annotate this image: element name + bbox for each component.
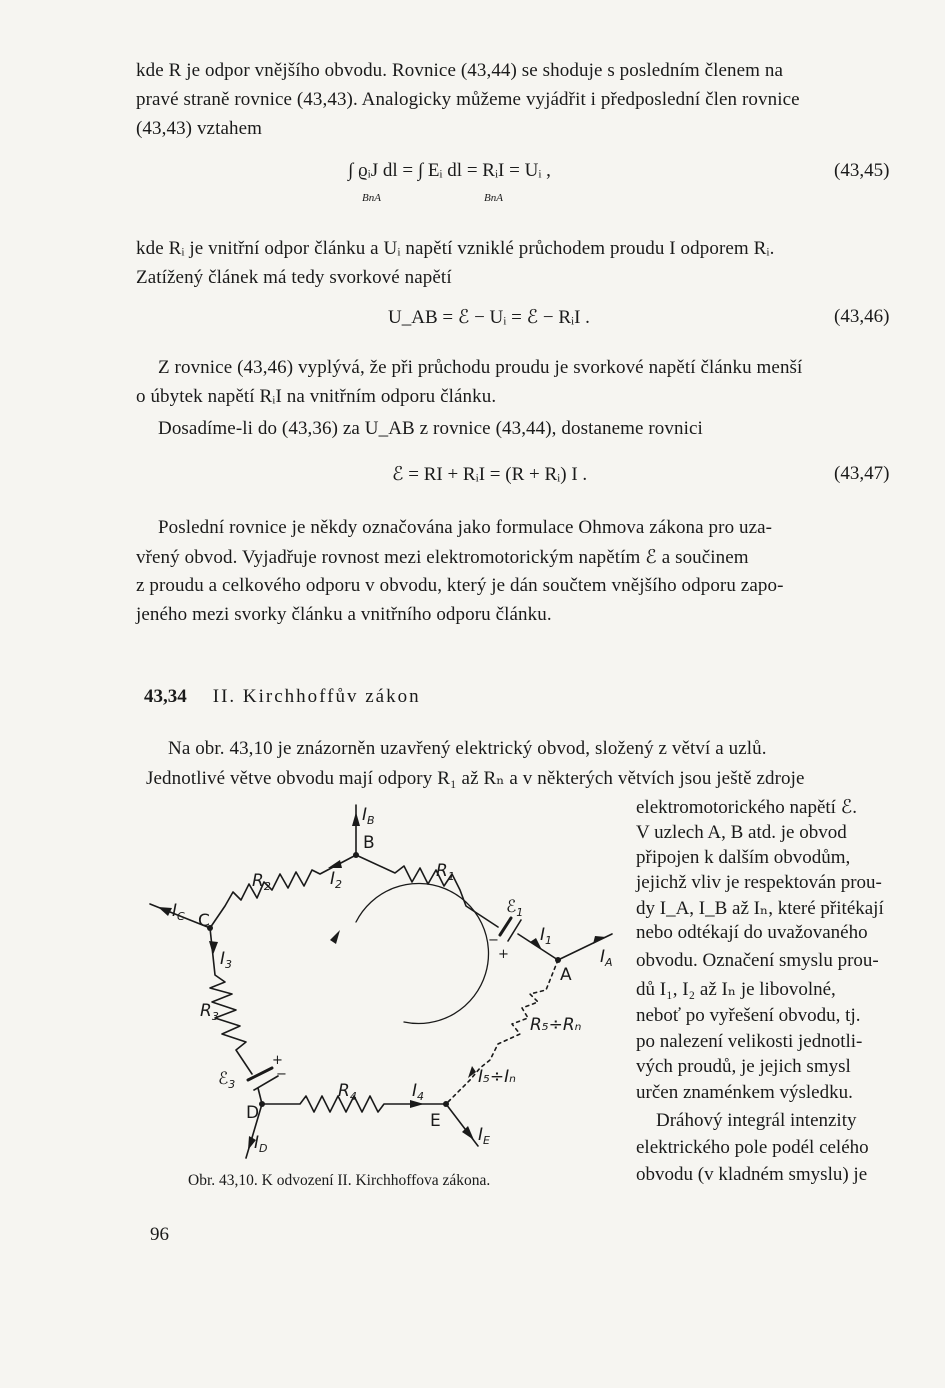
side-text-line: určen znaménkem výsledku.	[636, 1082, 853, 1103]
minus-E3: −	[276, 1067, 287, 1082]
side-text-line: připojen k dalším obvodům,	[636, 847, 851, 868]
body-line: pravé straně rovnice (43,43). Analogicky můžeme vyjádřit i předposlední člen rovnice	[136, 89, 800, 110]
side-text-line: obvodu. Označení smyslu prou-	[636, 950, 879, 971]
figure-caption: Obr. 43,10. K odvození II. Kirchhoffova zákona.	[188, 1172, 491, 1189]
page-number: 96	[150, 1224, 169, 1245]
body-line: o úbytek napětí RᵢI na vnitřním odporu článku.	[136, 386, 497, 407]
equation-43-47: ℰ = RI + RᵢI = (R + Rᵢ) I .	[392, 464, 588, 485]
side-text-line: po nalezení velikosti jednotli-	[636, 1031, 863, 1052]
label-R1: $R_1$	[436, 861, 455, 883]
label-IC: $I_C$	[172, 901, 185, 923]
body-line: z proudu a celkového odporu v obvodu, který je dán součtem vnějšího odporu zapo-	[136, 575, 784, 596]
section-number: 43,34	[144, 686, 187, 707]
side-text-line: V uzlech A, B atd. je obvod	[636, 822, 847, 843]
circulation-arc	[356, 884, 489, 1024]
side-text-line: dů I₁, I₂ až Iₙ je libovolné,	[636, 979, 836, 1000]
label-R4: $R_4$	[338, 1081, 357, 1103]
label-E3: ℰ$_3$	[218, 1069, 236, 1091]
node-E: E	[430, 1111, 441, 1131]
side-text-line: neboť po vyřešení obvodu, tj.	[636, 1005, 861, 1026]
body-line: vřený obvod. Vyjadřuje rovnost mezi elektromotorickým napětím ℰ a součinem	[136, 547, 749, 568]
body-line: jeného mezi svorky článku a vnitřního odporu článku.	[136, 604, 552, 625]
equation-43-45: ∫ ϱᵢJ dl = ∫ Eᵢ dl = RᵢI = Uᵢ ,	[348, 160, 551, 181]
body-line: kde R je odpor vnějšího obvodu. Rovnice (43,44) se shoduje s posledním členem na	[136, 60, 784, 81]
node-B: B	[363, 833, 375, 853]
label-R5Rn: R₅÷Rₙ	[530, 1015, 582, 1035]
equation-number: (43,46)	[834, 306, 890, 327]
plus-E3: +	[272, 1053, 283, 1068]
label-I5In: I₅÷Iₙ	[478, 1067, 516, 1087]
branch-C-D	[210, 928, 252, 1074]
side-text-line: jejichž vliv je respektován prou-	[636, 872, 882, 893]
node-D: D	[246, 1103, 260, 1123]
side-text-line: vých proudů, je jejich smysl	[636, 1056, 851, 1077]
equation-43-46: U_AB = ℰ − Uᵢ = ℰ − RᵢI .	[388, 307, 590, 328]
integral-limit: BnA	[484, 192, 503, 204]
label-E1: ℰ$_1$	[506, 897, 524, 919]
label-I3: $I_3$	[220, 949, 233, 971]
section-title: II. Kirchhoffův zákon	[212, 686, 421, 707]
side-text-line: nebo odtékají do uvažovaného	[636, 922, 868, 943]
side-text-line: dy I_A, I_B až Iₙ, které přitékají	[636, 898, 884, 919]
label-ID: $I_D$	[254, 1133, 268, 1155]
side-text-line: Dráhový integrál intenzity	[656, 1110, 857, 1131]
label-IB: $I_B$	[362, 805, 375, 827]
label-IE: $I_E$	[478, 1125, 490, 1147]
body-line: Dosadíme-li do (43,36) za U_AB z rovnice (43,44), dostaneme rovnici	[158, 418, 703, 439]
label-IA: $I_A$	[600, 947, 613, 969]
plus-E1: +	[498, 947, 509, 962]
body-line: Poslední rovnice je někdy označována jako formulace Ohmova zákona pro uza-	[158, 517, 773, 538]
label-R2: $R_2$	[252, 871, 271, 893]
integral-limit: BnA	[362, 192, 381, 204]
body-line: Zatížený článek má tedy svorkové napětí	[136, 267, 452, 288]
side-text-line: elektromotorického napětí ℰ.	[636, 797, 857, 818]
body-line: (43,43) vztahem	[136, 118, 263, 139]
node-C: C	[198, 911, 210, 931]
equation-number: (43,47)	[834, 463, 890, 484]
label-I4: $I_4$	[412, 1081, 425, 1103]
label-I1: $I_1$	[540, 925, 553, 947]
minus-E1: −	[488, 933, 499, 948]
label-I2: $I_2$	[330, 869, 343, 891]
body-line: Z rovnice (43,46) vyplývá, že při průchodu proudu je svorkové napětí článku menší	[158, 357, 803, 378]
body-line: Jednotlivé větve obvodu mají odpory R₁ až Rₙ a v některých větvích jsou ještě zdroje	[146, 768, 805, 789]
label-R3: $R_3$	[200, 1001, 219, 1023]
side-text-line: elektrického pole podél celého	[636, 1137, 869, 1158]
body-line: Na obr. 43,10 je znázorněn uzavřený elektrický obvod, složený z větví a uzlů.	[168, 738, 767, 759]
equation-number: (43,45)	[834, 160, 890, 181]
body-line: kde Rᵢ je vnitřní odpor článku a Uᵢ napětí vzniklé průchodem proudu I odporem Rᵢ.	[136, 238, 775, 259]
side-text-line: obvodu (v kladném smyslu) je	[636, 1164, 868, 1185]
branch-B-E1	[356, 855, 498, 927]
node-A: A	[560, 965, 572, 985]
